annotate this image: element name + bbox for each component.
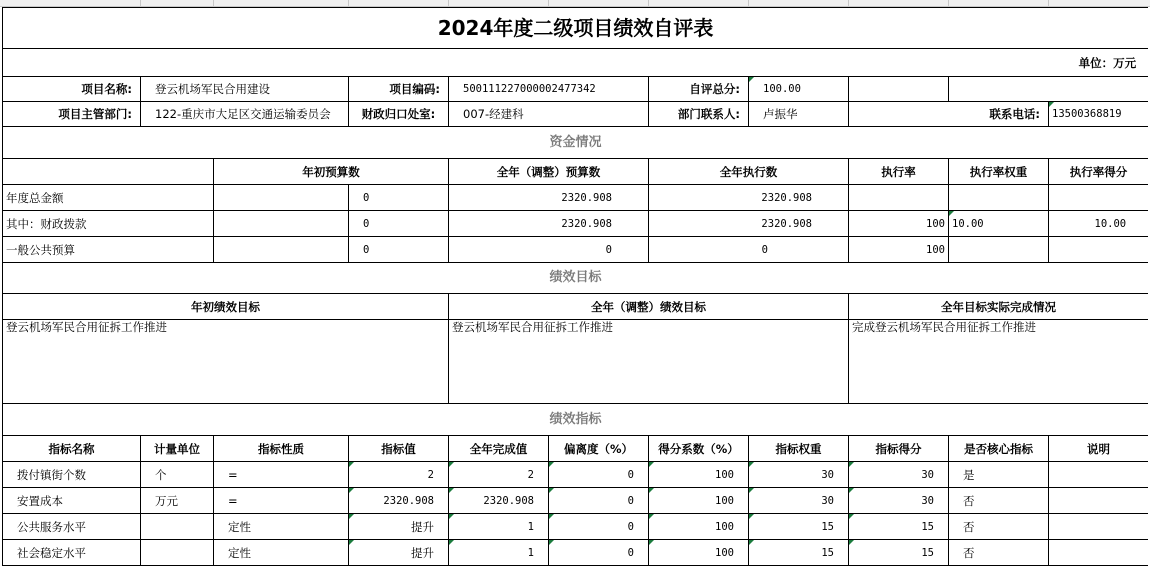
contact-value[interactable]: 卢振华 [749,102,849,127]
score-value[interactable]: 100.00 [749,77,849,102]
goals-initial-text[interactable]: 登云机场军民合用征拆工作推进 [3,320,449,404]
ind-unit[interactable] [141,540,214,566]
ind-coef[interactable]: 100 [649,540,749,566]
funds-section-title: 资金情况 [3,127,1149,159]
ind-score[interactable]: 30 [849,462,949,488]
ind-core[interactable]: 否 [949,514,1049,540]
funds-row-adjusted[interactable]: 2320.908 [449,185,649,211]
funds-row-executed[interactable]: 0 [649,237,849,263]
ind-name[interactable]: 公共服务水平 [3,514,141,540]
ind-value[interactable]: 2 [349,462,449,488]
ind-completed[interactable]: 1 [449,514,549,540]
indicator-row [3,540,1149,566]
phone-value[interactable]: 13500368819 [1049,102,1149,127]
funds-row-adjusted[interactable]: 0 [449,237,649,263]
ind-coef[interactable]: 100 [649,462,749,488]
dept-value[interactable]: 122-重庆市大足区交通运输委员会 [141,102,349,127]
ind-header-completed: 全年完成值 [449,436,549,462]
ind-name[interactable]: 安置成本 [3,488,141,514]
ind-value[interactable]: 提升 [349,514,449,540]
project-name-label: 项目名称: [3,77,141,102]
ind-nature[interactable]: = [214,462,349,488]
ind-score[interactable]: 15 [849,540,949,566]
indicators-section-title: 绩效指标 [3,404,1149,436]
funds-row-initial[interactable]: 0 [349,237,449,263]
funds-row-rate[interactable]: 100 [849,211,949,237]
ind-unit[interactable]: 个 [141,462,214,488]
funds-row-name[interactable]: 年度总金额 [3,185,214,211]
ind-unit[interactable]: 万元 [141,488,214,514]
unit-label: 单位：万元 [3,49,1149,77]
ind-deviation[interactable]: 0 [549,462,649,488]
ind-completed[interactable]: 2 [449,462,549,488]
ind-header-weight: 指标权重 [749,436,849,462]
ind-header-value: 指标值 [349,436,449,462]
ind-header-note: 说明 [1049,436,1149,462]
funds-row-score[interactable] [1049,185,1149,211]
performance-table [2,7,1148,566]
ind-header-deviation: 偏离度（%） [549,436,649,462]
ind-weight[interactable]: 30 [749,488,849,514]
ind-deviation[interactable]: 0 [549,540,649,566]
ind-core[interactable]: 否 [949,540,1049,566]
contact-label: 部门联系人: [649,102,749,127]
funds-row [3,211,1149,237]
funds-row-weight[interactable] [949,237,1049,263]
funds-row-initial[interactable]: 0 [349,211,449,237]
finance-value[interactable]: 007-经建科 [449,102,649,127]
empty-cell[interactable] [214,185,349,211]
project-name-value[interactable]: 登云机场军民合用建设 [141,77,349,102]
ind-deviation[interactable]: 0 [549,488,649,514]
indicator-row [3,488,1149,514]
funds-row-score[interactable]: 10.00 [1049,211,1149,237]
ind-weight[interactable]: 15 [749,540,849,566]
ind-note[interactable] [1049,462,1149,488]
ind-unit[interactable] [141,514,214,540]
ind-completed[interactable]: 2320.908 [449,488,549,514]
ind-deviation[interactable]: 0 [549,514,649,540]
goals-adjusted-text[interactable]: 登云机场军民合用征拆工作推进 [449,320,849,404]
empty-cell[interactable] [214,211,349,237]
ind-value[interactable]: 2320.908 [349,488,449,514]
column-header-strip [0,0,1150,7]
funds-header-rate: 执行率 [849,159,949,185]
ind-header-score: 指标得分 [849,436,949,462]
funds-row-adjusted[interactable]: 2320.908 [449,211,649,237]
empty-cell[interactable] [3,159,214,185]
funds-header-adjusted: 全年（调整）预算数 [449,159,649,185]
funds-row-name[interactable]: 一般公共预算 [3,237,214,263]
funds-row-initial[interactable]: 0 [349,185,449,211]
ind-note[interactable] [1049,488,1149,514]
funds-header-score: 执行率得分 [1049,159,1149,185]
funds-header-executed: 全年执行数 [649,159,849,185]
ind-core[interactable]: 是 [949,462,1049,488]
funds-row-weight[interactable] [949,185,1049,211]
funds-row-score[interactable] [1049,237,1149,263]
ind-coef[interactable]: 100 [649,488,749,514]
ind-weight[interactable]: 15 [749,514,849,540]
ind-header-unit: 计量单位 [141,436,214,462]
funds-header-initial: 年初预算数 [214,159,449,185]
phone-label: 联系电话: [849,102,1049,127]
funds-header-weight: 执行率权重 [949,159,1049,185]
ind-score[interactable]: 15 [849,514,949,540]
ind-coef[interactable]: 100 [649,514,749,540]
ind-core[interactable]: 否 [949,488,1049,514]
funds-row-rate[interactable]: 100 [849,237,949,263]
funds-row-rate[interactable] [849,185,949,211]
funds-row [3,185,1149,211]
ind-nature[interactable]: = [214,488,349,514]
ind-header-coef: 得分系数（%） [649,436,749,462]
goals-header-adjusted: 全年（调整）绩效目标 [449,294,849,320]
ind-nature[interactable]: 定性 [214,514,349,540]
funds-row [3,237,1149,263]
dept-label: 项目主管部门: [3,102,141,127]
indicator-row [3,514,1149,540]
spreadsheet-grid [2,7,1148,569]
funds-row-executed[interactable]: 2320.908 [649,211,849,237]
goals-header-initial: 年初绩效目标 [3,294,449,320]
empty-cell[interactable] [849,77,949,102]
project-code-value[interactable]: 500111227000002477342 [449,77,649,102]
ind-header-core: 是否核心指标 [949,436,1049,462]
empty-cell[interactable] [949,77,1149,102]
ind-nature[interactable]: 定性 [214,540,349,566]
project-code-label: 项目编码: [349,77,449,102]
ind-name[interactable]: 社会稳定水平 [3,540,141,566]
ind-score[interactable]: 30 [849,488,949,514]
finance-label: 财政归口处室: [349,102,449,127]
score-label: 自评总分: [649,77,749,102]
ind-completed[interactable]: 1 [449,540,549,566]
funds-row-weight[interactable]: 10.00 [949,211,1049,237]
goals-actual-text[interactable]: 完成登云机场军民合用征拆工作推进 [849,320,1149,404]
funds-row-executed[interactable]: 2320.908 [649,185,849,211]
ind-note[interactable] [1049,540,1149,566]
funds-row-name[interactable]: 其中：财政拨款 [3,211,214,237]
ind-header-name: 指标名称 [3,436,141,462]
goals-section-title: 绩效目标 [3,263,1149,294]
ind-name[interactable]: 拨付镇街个数 [3,462,141,488]
ind-value[interactable]: 提升 [349,540,449,566]
empty-cell[interactable] [214,237,349,263]
goals-header-actual: 全年目标实际完成情况 [849,294,1149,320]
sheet-title: 2024年度二级项目绩效自评表 [3,8,1149,49]
indicator-row [3,462,1149,488]
ind-weight[interactable]: 30 [749,462,849,488]
ind-header-nature: 指标性质 [214,436,349,462]
ind-note[interactable] [1049,514,1149,540]
